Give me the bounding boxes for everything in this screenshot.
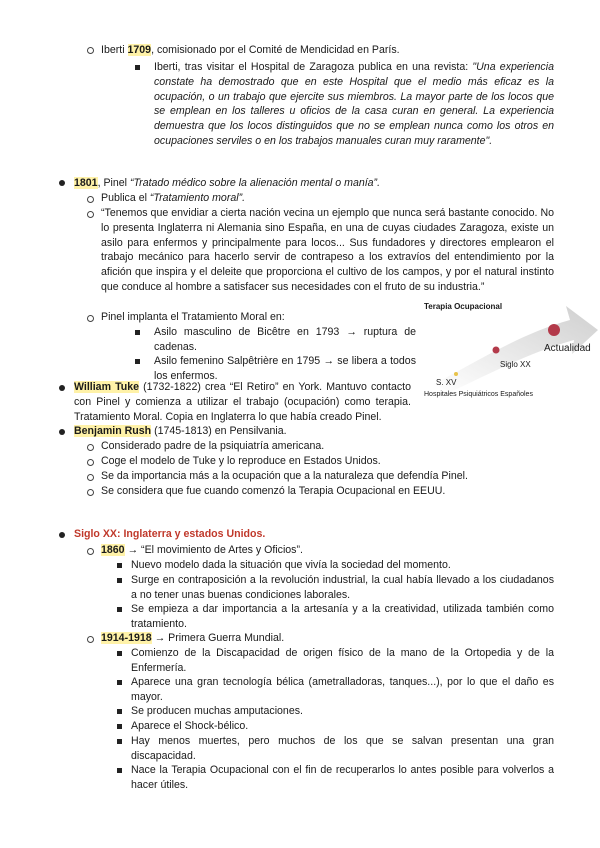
- dot-s-xv: [454, 372, 458, 376]
- asylum-2: Asilo femenino Salpêtrière en 1795 → se libera a todos los enfermos.: [154, 355, 416, 382]
- william-tuke: William Tuke: [74, 381, 140, 393]
- iberti-quote: Iberti, tras visitar el Hospital de Zaragoza publica en una revista: "Una experiencia constate ha demostrado que en este Hospital que el medio más eficaz es la ocupación, o un trabajo que ejercite sus miembros. La mayor parte de los locos que se emplean en los talleres u oficios de la casa curan en general. La experiencia demuestra que los locos distinguidos que no se emplean nunca como los otros en ocupaciones serviles o en los trabajos manuales curan muy raramente".: [154, 61, 554, 147]
- rush-item: Considerado padre de la psiquiatría americana.: [101, 440, 325, 452]
- bullet-circle: [87, 47, 94, 54]
- label-siglo-xx: Siglo XX: [500, 360, 531, 369]
- bullet-square: [117, 680, 122, 685]
- iberti-line: Iberti 1709, comisionado por el Comité de Mendicidad en París.: [101, 44, 400, 56]
- asylum-1: Asilo masculino de Bicêtre en 1793 → ruptura de cadenas.: [154, 326, 416, 353]
- timeline-diagram: [420, 300, 598, 406]
- bullet-disc: [59, 385, 65, 391]
- item-1860: Se empieza a dar importancia a la artesanía y a la creatividad, utilizada también como tratamiento.: [131, 603, 554, 630]
- bullet-circle: [87, 459, 94, 466]
- dot-siglo-xx: [493, 347, 500, 354]
- bullet-circle: [87, 636, 94, 643]
- label-actualidad: Actualidad: [544, 343, 591, 354]
- siglo-xx-heading: Siglo XX: Inglaterra y estados Unidos.: [74, 528, 266, 540]
- bullet-square: [117, 724, 122, 729]
- bullet-square: [135, 65, 140, 70]
- diagram-title: Terapia Ocupacional: [424, 302, 503, 311]
- line-1914: 1914-1918 → Primera Guerra Mundial.: [101, 632, 285, 644]
- bullet-disc: [59, 532, 65, 538]
- bullet-circle: [87, 211, 94, 218]
- item-1914: Nace la Terapia Ocupacional con el fin de recuperarlos lo antes posible para volverlos a hacer útiles.: [131, 764, 554, 791]
- label-s-xv: S. XV: [436, 378, 457, 387]
- item-1860: Surge en contraposición a la revolución industrial, la cual había llevado a los ciudadanos a no tener unas buenas condiciones laborales.: [131, 574, 554, 601]
- bullet-square: [117, 563, 122, 568]
- bullet-square: [135, 330, 140, 335]
- bullet-square: [117, 651, 122, 656]
- bullet-disc: [59, 429, 65, 435]
- bullet-square: [117, 607, 122, 612]
- item-1914: Hay menos muertes, pero muchos de los que se salvan presentan una gran discapacidad.: [131, 735, 554, 762]
- pinel-line: 1801, Pinel “Tratado médico sobre la alienación mental o manía”.: [74, 177, 381, 189]
- year-1914-1918: 1914-1918: [101, 632, 152, 644]
- bullet-circle: [87, 548, 94, 555]
- year-1801: 1801: [74, 177, 98, 189]
- pinel-implanta: Pinel implanta el Tratamiento Moral en:: [101, 311, 285, 323]
- bullet-square: [135, 359, 140, 364]
- bullet-square: [117, 739, 122, 744]
- benjamin-rush: Benjamin Rush: [74, 425, 152, 437]
- dot-actualidad: [548, 324, 560, 336]
- rush-item: Coge el modelo de Tuke y lo reproduce en Estados Unidos.: [101, 455, 381, 467]
- tuke-paragraph: William Tuke (1732-1822) crea “El Retiro” en York. Mantuvo contacto con Pinel y comienza a utilizar el trabajo (ocupación) como terapia. Tratamiento Moral. Copia en Inglaterra lo que había creado Pinel.: [74, 381, 411, 423]
- bullet-circle: [87, 489, 94, 496]
- bullet-circle: [87, 315, 94, 322]
- year-1860: 1860: [101, 544, 125, 556]
- item-1914: Se producen muchas amputaciones.: [131, 705, 303, 717]
- pinel-publica: Publica el “Tratamiento moral”.: [101, 192, 246, 204]
- item-1914: Comienzo de la Discapacidad de origen físico de la mano de la Ortopedia y de la Enfermería.: [131, 647, 554, 674]
- item-1860: Nuevo modelo dada la situación que vivía la sociedad del momento.: [131, 559, 451, 571]
- label-hospitales: Hospitales Psiquiátricos Españoles: [424, 391, 533, 398]
- bullet-square: [117, 768, 122, 773]
- rush-item: Se considera que fue cuando comenzó la Terapia Ocupacional en EEUU.: [101, 485, 446, 497]
- bullet-square: [117, 709, 122, 714]
- bullet-circle: [87, 474, 94, 481]
- item-1914: Aparece una gran tecnología bélica (ametralladoras, tanques...), por lo que el daño es mayor.: [131, 676, 554, 703]
- line-1860: 1860 → “El movimiento de Artes y Oficios”.: [101, 544, 303, 556]
- item-1914: Aparece el Shock-bélico.: [131, 720, 249, 732]
- year-1709: 1709: [127, 44, 152, 56]
- bullet-disc: [59, 180, 65, 186]
- rush-line: Benjamin Rush (1745-1813) en Pensilvania.: [74, 425, 287, 437]
- bullet-circle: [87, 196, 94, 203]
- rush-item: Se da importancia más a la ocupación que a la naturaleza que defendía Pinel.: [101, 470, 468, 482]
- bullet-circle: [87, 444, 94, 451]
- bullet-square: [117, 578, 122, 583]
- pinel-quote: “Tenemos que envidiar a cierta nación vecina un ejemplo que nunca será bastante conocido. No lo presenta Inglaterra ni Alemania sino España, en una de cuyas ciudades Zaragoza, existe un asilo para enfermos y principalmente para locos... Sus fundadores y directores emplearon el trabajo mecánico para hacerlo servir de contrapeso a los extravíos del entendimiento por la afición que inspira y el deleite que proporciona el cultivo de los campos, y por el natural instinto que conduce al hombre a satisfacer sus necesidades con el fruto de su industria.”: [101, 207, 554, 293]
